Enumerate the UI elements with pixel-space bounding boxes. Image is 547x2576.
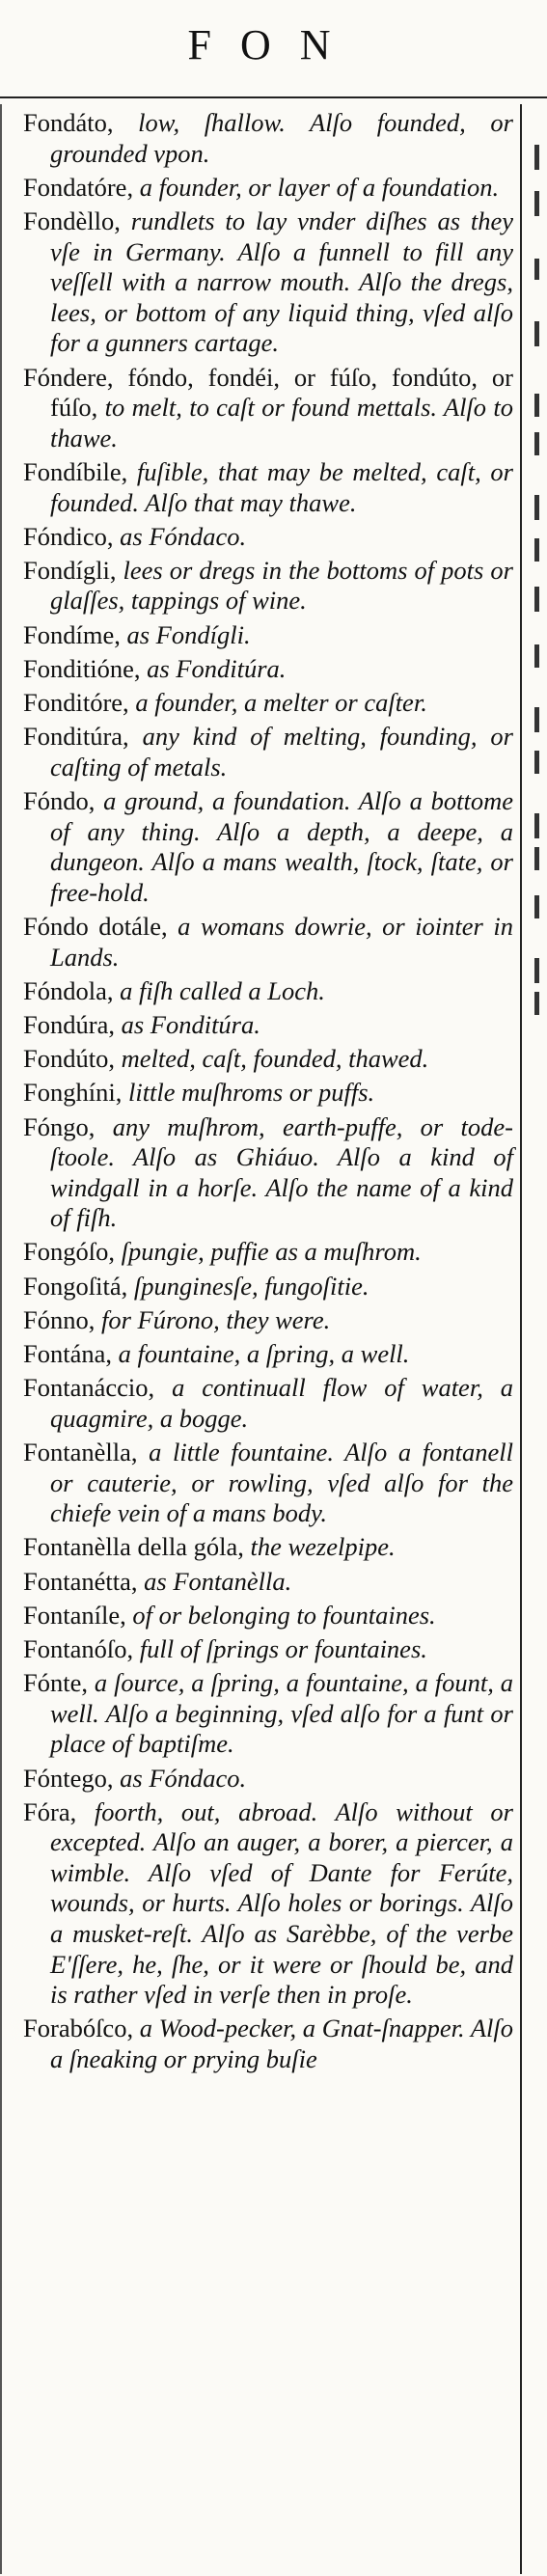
margin-mark [534,895,539,918]
dictionary-entry [23,108,513,169]
headword: Fónte, [23,1668,88,1698]
definition: low, ſhallow. Alſo founded, or grounded vpon. [50,108,513,168]
dictionary-entry [23,688,513,719]
headword: Fóndola, [23,975,114,1005]
headword: Fontanèlla della góla, [23,1532,244,1562]
dictionary-entry [23,1305,513,1336]
margin-mark [534,751,539,774]
dictionary-entry [23,1010,513,1041]
margin-mark [534,145,539,170]
dictionary-entry [23,1634,513,1665]
headword: Fondígli, [23,555,117,585]
margin-mark [534,259,539,280]
headword: Fóndere, fóndo, fondéi, or fúſo, fondúto, or fúſo, [23,362,513,423]
dictionary-entry [23,1797,513,2011]
headword: Fondúra, [23,1009,115,1039]
margin-mark [534,495,539,520]
headword: Fondíme, [23,619,121,649]
dictionary-entry [23,206,513,359]
definition: rundlets to lay vnder diſhes as they vſe in Germany. Alſo a funnell to fill any veſſell with a narrow mouth. Alſo the dregs, lees, or bottom of any liquid thing, vſed alſo for a gunners cartage. [50,206,513,358]
dictionary-entry [23,556,513,617]
headword: Fóra, [23,1796,77,1826]
headword: Fondíbile, [23,456,128,486]
dictionary-entry [23,2014,513,2074]
headword: Fóndo, [23,786,96,815]
dictionary-entry [23,1339,513,1370]
margin-mark [534,587,539,612]
dictionary-entry [23,1044,513,1075]
headword: Fondáto, [23,108,114,137]
definition: ſpungie, puffie as a muſhrom. [114,1237,422,1267]
dictionary-entry [23,1764,513,1795]
headword: Fontanèlla, [23,1438,138,1466]
dictionary-entry [23,1272,513,1302]
headword: Fondèllo, [23,206,121,235]
definition: as Fonditúra. [140,653,287,683]
definition: as Fondígli. [120,619,251,649]
headword: Fondúto, [23,1044,115,1074]
dictionary-entry [23,722,513,782]
headword: Fondatóre, [23,172,134,202]
dictionary-entry [23,620,513,651]
definition: full of ſprings or fountaines. [133,1633,427,1663]
dictionary-entry [23,173,513,204]
definition: any muſhrom, earth-puffe, or tode-ſtoole. Alſo as Ghiáuo. Alſo a kind of windgall in a horſe. Alſo the name of a kind of fiſh. [50,1111,513,1233]
headword: Fóngo, [23,1111,96,1141]
definition: a fiſh called a Loch. [113,975,325,1005]
dictionary-entry [23,1567,513,1598]
dictionary-entry [23,1668,513,1760]
dictionary-entry [23,1601,513,1631]
headword: Fóndo dotále, [23,911,168,941]
dictionary-entry [23,363,513,454]
margin-mark [534,958,539,983]
dictionary-entry [23,976,513,1007]
dictionary-entry [23,1112,513,1234]
definition: a founder, a melter or caſter. [128,688,427,718]
definition: of or belonging to fountaines. [125,1600,436,1630]
dictionary-entry [23,912,513,973]
header-rule [0,96,547,98]
headword: Fontána, [23,1339,112,1369]
margin-mark [534,394,539,417]
headword: Fonditóre, [23,688,129,718]
headword: Fónno, [23,1304,96,1334]
headword: Fongóſo, [23,1237,115,1267]
dictionary-entry [23,654,513,685]
dictionary-entry [23,1237,513,1268]
headword: Fóntego, [23,1763,114,1793]
definition: a womans dowrie, or iointer in Lands. [50,911,513,972]
definition: a little fountaine. Alſo a fontanell or cauterie, or rowling, vſed alſo for the chiefe vein of a mans body. [50,1438,513,1528]
headword: Fontanétta, [23,1566,138,1596]
headword: Forabóſco, [23,2014,134,2043]
definition: little muſhroms or puffs. [122,1078,375,1108]
definition: to melt, to caſt or found mettals. Alſo to thawe. [50,393,513,452]
definition: a ſource, a ſpring, a fountaine, a fount, a well. Alſo a beginning, vſed alſo for a funt or place of baptiſme. [50,1668,513,1759]
definition: a continuall flow of water, a quagmire, a bogge. [50,1373,513,1433]
margin-mark [534,813,539,838]
headword: Fóndico, [23,521,114,551]
definition: a ground, a foundation. Alſo a bottome of any thing. Alſo a depth, a deepe, a dungeon. Alſo a mans wealth, ſtock, ſtate, or free-hold. [50,786,513,907]
definition: as Fóndaco. [113,521,247,551]
definition: any kind of melting, founding, or caſting of metals. [50,722,513,781]
headword: Fontanáccio, [23,1373,155,1403]
adjacent-column-edge [533,104,547,2574]
dictionary-entry [23,1438,513,1529]
margin-mark [534,992,539,1015]
headword: Fonghíni, [23,1078,123,1108]
dictionary-entry [23,522,513,553]
margin-mark [534,847,539,870]
margin-mark [534,321,539,346]
running-head: FON [187,21,360,69]
headword: Fontaníle, [23,1600,126,1630]
definition: as Fonditúra. [114,1009,260,1039]
headword: Fontanóſo, [23,1633,134,1663]
dictionary-entry [23,786,513,908]
definition: for Fúrono, they were. [95,1304,331,1334]
definition: as Fontanèlla. [137,1566,292,1596]
definition: a founder, or layer of a foundation. [133,172,500,202]
headword: Fonditióne, [23,653,141,683]
entry-list [23,108,513,2078]
dictionary-entry [23,1078,513,1109]
headword: Fongoſitá, [23,1271,128,1301]
dictionary-entry [23,1373,513,1434]
margin-mark [534,191,539,216]
dictionary-entry [23,1532,513,1563]
margin-mark [534,644,539,668]
definition: fuſible, that may be melted, caſt, or founded. Alſo that may thawe. [50,456,513,517]
definition: a Wood-pecker, a Gnat-ſnapper. Alſo a ſneaking or prying buſie [50,2014,513,2074]
definition: melted, caſt, founded, thawed. [114,1044,429,1074]
margin-mark [534,538,539,562]
margin-mark [534,432,539,455]
definition: a fountaine, a ſpring, a well. [112,1339,410,1369]
dictionary-entry [23,457,513,518]
definition: lees or dregs in the bottoms of pots or glaſſes, tappings of wine. [50,555,513,616]
headword: Fonditúra, [23,722,129,752]
dictionary-column [0,104,522,2574]
definition: ſpunginesſe, fungoſitie. [127,1271,369,1301]
definition: foorth, out, abroad. Alſo without or excepted. Alſo an auger, a borer, a piercer, a wimble. Alſo vſed of Dante for Ferúte, wounds, or hurts. Alſo holes or borings. Alſo a musket-reſt. Alſo as Sarèbbe, of the verbe E'ſſere, he, ſhe, or it were or ſhould be, and is rather vſed in verſe then in proſe. [50,1796,513,2010]
definition: as Fóndaco. [113,1763,247,1793]
definition: the wezelpipe. [243,1532,396,1562]
margin-mark [534,707,539,732]
